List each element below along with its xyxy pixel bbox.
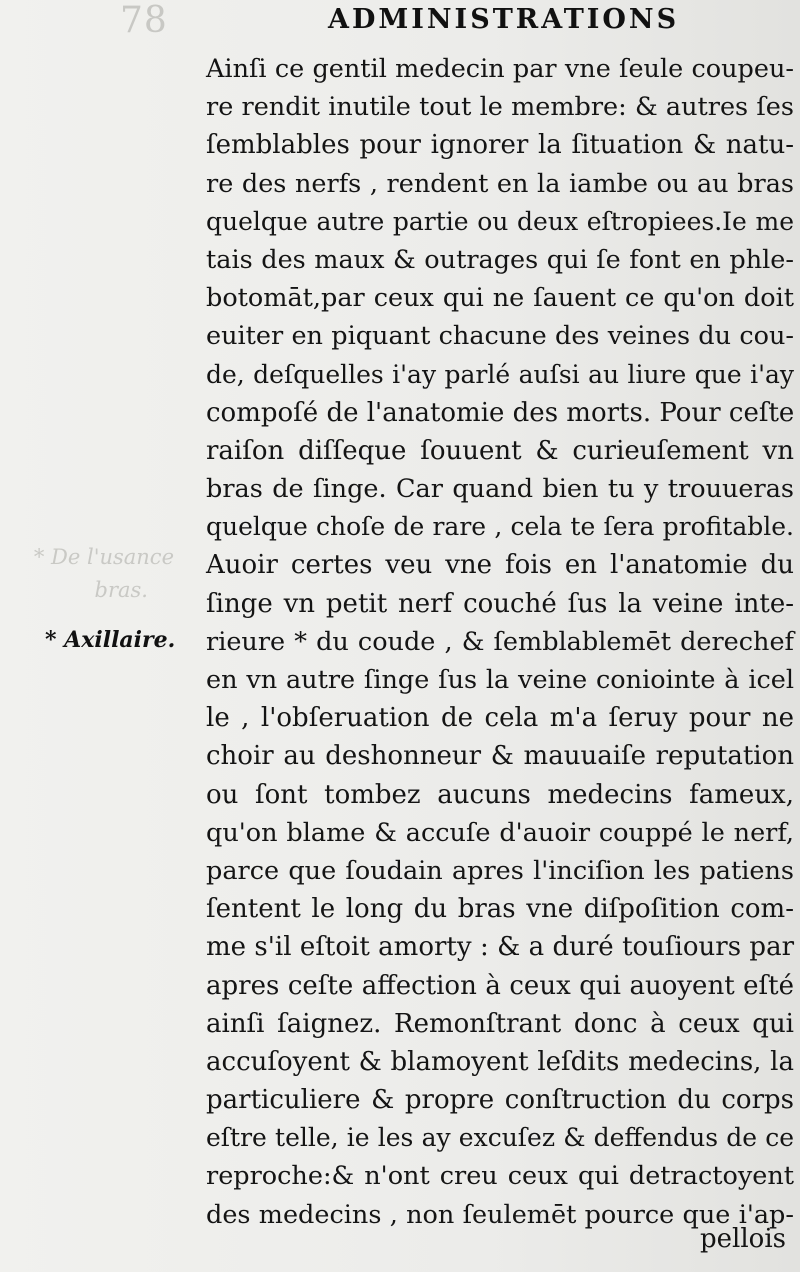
text-line: rieure * du coude , & ſemblablemēt derechef xyxy=(206,626,794,657)
text-line: parce que ſoudain apres l'inciſion les patiens xyxy=(206,855,794,886)
text-line: particuliere & propre conſtruction du corps xyxy=(206,1085,794,1116)
text-line: bras de ſinge. Car quand bien tu y trouueras xyxy=(206,474,794,505)
text-line: en vn autre ſinge ſus la veine coniointe à icel xyxy=(206,665,794,695)
text-line: ſinge vn petit nerf couché ſus la veine inte- xyxy=(206,588,794,619)
text-line: compoſé de l'anatomie des morts. Pour ceſte xyxy=(206,397,795,428)
text-line: Auoir certes veu vne fois en l'anatomie du xyxy=(206,550,794,581)
bleed-through-note: bras. xyxy=(94,578,148,602)
text-line: de, deſquelles i'ay parlé auſsi au liure que i'ay xyxy=(206,359,794,389)
page-number: 78 xyxy=(120,0,168,41)
text-line: des medecins , non ſeulemēt pource que i'ap- xyxy=(206,1199,794,1230)
running-head: ADMINISTRATIONS xyxy=(328,4,680,35)
text-line: ou ſont tombez aucuns medecins fameux, xyxy=(206,779,794,810)
text-line: re rendit inutile tout le membre: & autres ſes xyxy=(206,92,794,123)
text-line: quelque choſe de rare , cela te ſera profitable. xyxy=(206,512,794,542)
text-line: accuſoyent & blamoyent leſdits medecins, la xyxy=(206,1046,794,1077)
text-line: euiter en piquant chacune des veines du cou- xyxy=(206,321,794,352)
text-line: Ainſi ce gentil medecin par vne ſeule coupeu- xyxy=(206,54,794,84)
text-line: apres ceſte affection à ceux qui auoyent eſté xyxy=(206,970,794,1001)
bleed-through-note: * De l'usance xyxy=(33,545,174,569)
text-line: tais des maux & outrages qui ſe font en phle- xyxy=(206,244,794,275)
text-line: botomāt,par ceux qui ne ſauent ce qu'on doit xyxy=(206,283,794,314)
text-line: me s'il eſtoit amorty : & a duré touſiours par xyxy=(206,932,794,963)
text-line: re des nerfs , rendent en la iambe ou au bras xyxy=(206,168,794,199)
text-line: raiſon diſſeque ſouuent & curieuſement vn xyxy=(206,435,794,466)
text-line: eſtre telle, ie les ay excuſez & deffendus de ce xyxy=(206,1123,794,1153)
catchword: pellois xyxy=(700,1224,786,1254)
text-line: reproche:& n'ont creu ceux qui detractoyent xyxy=(206,1161,794,1192)
text-line: choir au deshonneur & mauuaiſe reputation xyxy=(206,741,794,772)
text-line: ſemblables pour ignorer la ſituation & natu- xyxy=(206,130,794,161)
body-text xyxy=(206,50,794,1234)
text-line: quelque autre partie ou deux eſtropiees.Ie me xyxy=(206,206,794,236)
text-line: ainſi ſaignez. Remonſtrant donc à ceux qui xyxy=(206,1008,794,1039)
text-line: ſentent le long du bras vne diſpoſition com- xyxy=(206,894,794,925)
text-line: le , l'obſeruation de cela m'a ſeruy pour ne xyxy=(206,703,794,734)
text-line: qu'on blame & accuſe d'auoir couppé le nerf, xyxy=(206,817,794,848)
margin-note-axillaire: * Axillaire. xyxy=(45,627,176,653)
